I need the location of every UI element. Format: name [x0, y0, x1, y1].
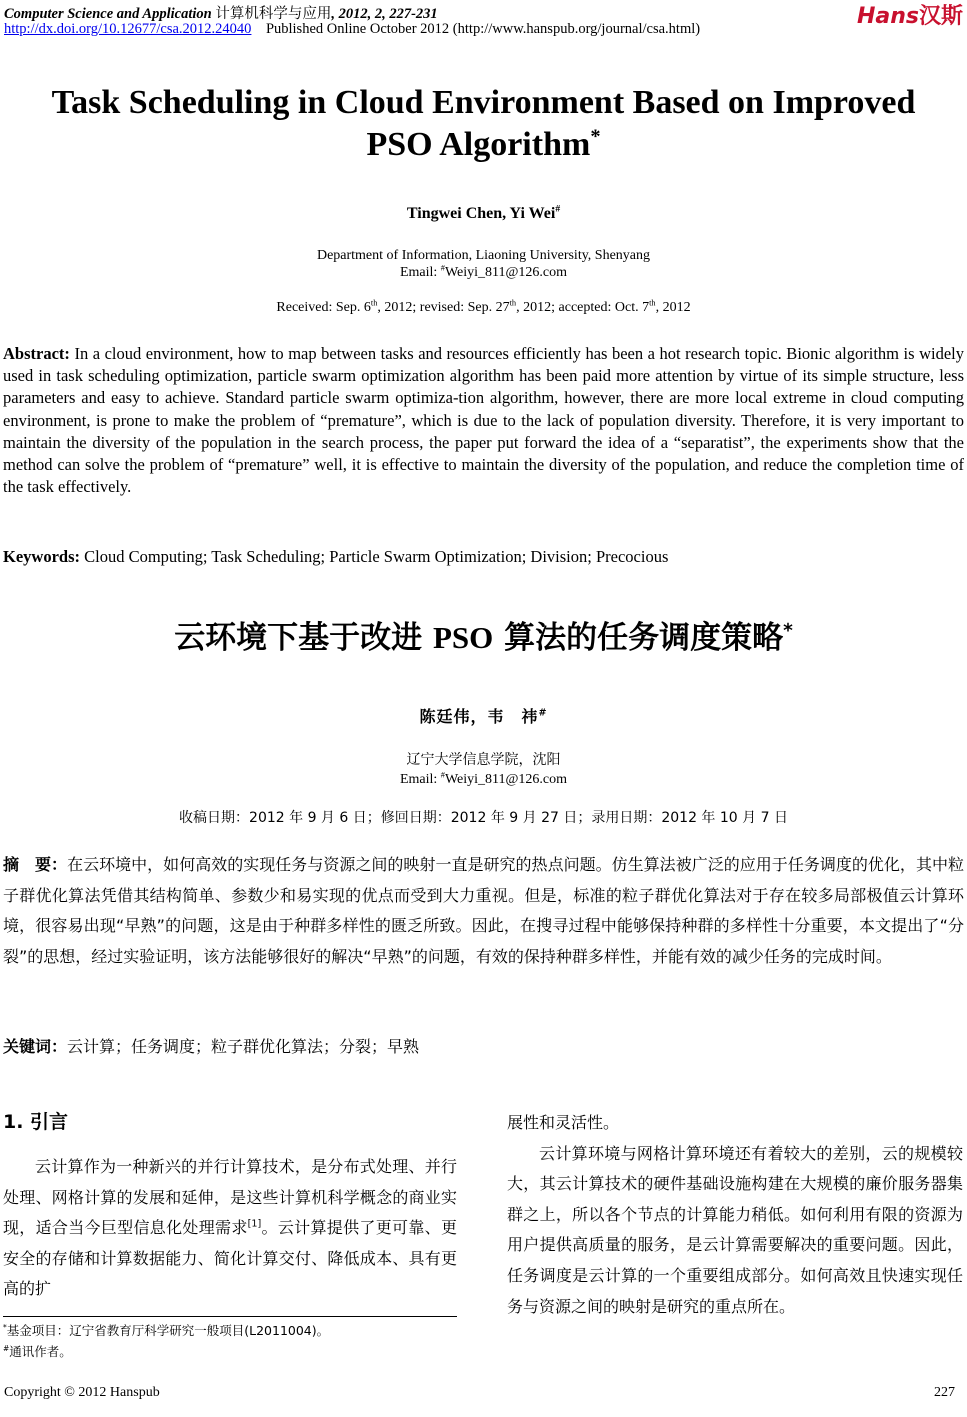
- journal-name: Computer Science and Application: [4, 6, 212, 22]
- body-column-right: [507, 1108, 963, 1322]
- fn1-text: 基金项目：辽宁省教育厅科学研究一般项目(L2011004)。: [6, 1323, 330, 1338]
- cn-title-pre: 云环境下基于改进: [174, 620, 433, 656]
- doi-link[interactable]: http://dx.doi.org/10.12677/csa.2012.24040: [4, 21, 252, 37]
- cn-keywords-label: 关键词：: [3, 1037, 68, 1056]
- para-text: 云计算作为一种新兴的并行计算技术，是分布式处理、并行处理、网格计算的发展和延伸，是这些计算机科学概念的商业实现，适合当今巨型信息化处理需求: [3, 1157, 457, 1238]
- accepted-year: , 2012: [655, 300, 691, 315]
- body-column-left: [3, 1152, 457, 1305]
- cn-email: Weiyi_811@126.com: [444, 772, 568, 787]
- th-1: th: [370, 298, 378, 308]
- published-online: Published Online October 2012 (http://www.hanspub.org/journal/csa.html): [265, 21, 701, 37]
- fn2-text: 通讯作者。: [9, 1344, 72, 1359]
- footnote-corresponding: [3, 1342, 72, 1360]
- paper-title: [0, 82, 967, 166]
- authors: [0, 205, 967, 223]
- cn-abstract: [3, 850, 964, 972]
- citation-ref: [1]: [247, 1218, 262, 1230]
- author-names: Tingwei Chen, Yi Wei: [406, 205, 556, 222]
- footnote-funding: [3, 1321, 329, 1339]
- footnote-rule: [3, 1316, 457, 1317]
- cn-author-mark: #: [538, 707, 548, 719]
- email: Weiyi_811@126.com: [444, 265, 568, 280]
- cn-affiliation: 辽宁大学信息学院，沈阳: [406, 752, 561, 768]
- hans-logo: [857, 0, 963, 30]
- cn-keywords-text: 云计算；任务调度；粒子群优化算法；分裂；早熟: [67, 1037, 420, 1056]
- para-text-cont: 。云计算提供了更可靠、更安全的存储和计算数据能力、简化计算交付、降低成本、具有更高的扩: [3, 1218, 457, 1299]
- cn-email-label: Email:: [399, 772, 441, 787]
- copyright: Copyright © 2012 Hanspub: [4, 1385, 160, 1400]
- body-paragraph: [3, 1152, 457, 1305]
- journal-header: [4, 2, 438, 23]
- body-paragraph-2: 云计算环境与网格计算环境还有着较大的差别，云的规模较大，其云计算技术的硬件基础设施构建在大规模的廉价服务器集群之上，所以各个节点的计算能力稍低。如何利用有限的资源为用户提供高质量的服务，是云计算需要解决的重要问题。因此，任务调度是云计算的一个重要组成部分。如何高效且快速实现任务与资源之间的映射是研究的重点所在。: [507, 1143, 963, 1316]
- title-line-2: PSO Algorithm: [366, 126, 591, 163]
- cn-title-post: 算法的任务调度策略: [493, 620, 784, 656]
- cn-received-dates: 收稿日期：2012 年 9 月 6 日；修回日期：2012 年 9 月 27 日；录用日期：2012 年 10 月 7 日: [179, 810, 788, 826]
- cn-keywords: [3, 1032, 964, 1063]
- cn-abstract-text: 在云环境中，如何高效的实现任务与资源之间的映射一直是研究的热点问题。仿生算法被广泛的应用于任务调度的优化，其中粒子群优化算法凭借其结构简单、参数少和易实现的优点而受到大力重视。但是，标准的粒子群优化算法对于存在较多局部极值云计算环境，很容易出现“早熟”的问题，这是由于种群多样性的匮乏所致。因此，在搜寻过程中能够保持种群的多样性十分重要，本文提出了“分裂”的思想，经过实验证明，该方法能够很好的解决“早熟”的问题，有效的保持种群多样性，并能有效的减少任务的完成时间。: [3, 855, 964, 966]
- cn-title-mark: *: [783, 620, 793, 642]
- cn-affiliation-block: [0, 751, 967, 789]
- cn-paper-title: [0, 612, 967, 657]
- email-mark: #: [440, 263, 445, 273]
- title-line-1: Task Scheduling in Cloud Environment Based on Improved: [51, 84, 916, 121]
- cn-title-pso: PSO: [432, 620, 494, 655]
- cn-abstract-label: 摘 要：: [3, 855, 68, 874]
- th-2: th: [509, 298, 517, 308]
- cn-email-mark: #: [440, 770, 445, 780]
- author-mark: #: [555, 203, 561, 215]
- section-heading: 1. 引言: [3, 1111, 69, 1133]
- journal-citation: , 2012, 2, 227-231: [331, 6, 438, 22]
- accepted-date: , 2012; accepted: Oct. 7: [516, 300, 650, 315]
- cn-authors: [0, 704, 967, 727]
- journal-name-cn: 计算机科学与应用: [215, 6, 332, 22]
- affiliation: Department of Information, Liaoning University, Shenyang: [316, 248, 651, 263]
- fn2-mark: #: [3, 1343, 10, 1353]
- title-footnote-mark: *: [590, 125, 601, 148]
- abstract-label: Abstract:: [3, 344, 70, 363]
- keywords-label: Keywords:: [3, 547, 80, 566]
- page-number: 227: [934, 1385, 955, 1400]
- received-dates: [0, 300, 967, 316]
- abstract-text: In a cloud environment, how to map between tasks and resources efficiently has been a hot research topic. Bionic algorithm is widely used in task scheduling optimization, particle swarm optimization algorithm has been paid more attention by virtue of its simple structure, less parameters and easy to achieve. Standard particle swarm optimiza-tion algorithm, however, there are more local extreme in cloud computing environment, is prone to make the problem of “premature”, which is due to the lack of population diversity. Therefore, it is very important to maintain the diversity of the population in the search process, the paper put forward the idea of a “separatist”, the experiments show that the method can solve the problem of “premature” well, it is effective to maintain the diversity of the population, and reduce the completion time of the task effectively.: [3, 344, 965, 497]
- fn1-mark: *: [3, 1322, 7, 1332]
- abstract-en: [3, 343, 964, 498]
- keywords-en: [3, 546, 964, 568]
- revised-date: , 2012; revised: Sep. 27: [377, 300, 510, 315]
- doi-line: [4, 21, 700, 38]
- keywords-text: Cloud Computing; Task Scheduling; Particle Swarm Optimization; Division; Precocious: [84, 547, 669, 566]
- logo-hanzi: 汉斯: [918, 4, 963, 29]
- email-label: Email:: [399, 265, 441, 280]
- affiliation-block: [0, 247, 967, 281]
- th-3: th: [649, 298, 656, 308]
- received-date: Received: Sep. 6: [276, 300, 371, 315]
- cn-author-names: 陈廷伟，韦 祎: [419, 707, 539, 726]
- logo-hans: Hans: [856, 4, 919, 29]
- para-continuation: 展性和灵活性。: [507, 1113, 620, 1132]
